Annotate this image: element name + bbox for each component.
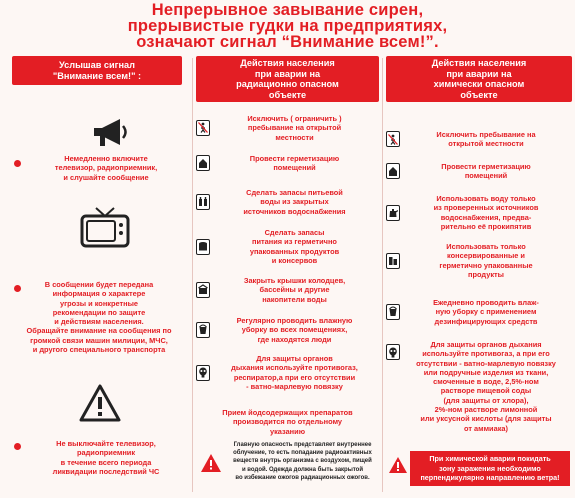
house-icon bbox=[386, 163, 400, 179]
title-line-1: Непрерывное завывание сирен, bbox=[151, 1, 424, 19]
instruction-turn-on-tv: Немедленно включите телевизор, радиоприемник, и слушайте сообщение bbox=[54, 154, 158, 182]
well-cover-icon bbox=[196, 282, 210, 298]
list-item bbox=[196, 154, 379, 173]
list-item bbox=[196, 228, 379, 265]
column-divider bbox=[192, 58, 193, 492]
item-text: Исключить ( ограничить ) пребывание на открытой местности bbox=[247, 114, 342, 142]
bullet-dot bbox=[14, 160, 21, 167]
canned-food-icon bbox=[386, 253, 400, 269]
no-outdoors-icon bbox=[196, 120, 210, 136]
warning-icon bbox=[78, 383, 122, 428]
item-text: Закрыть крышки колодцев, бассейны и другие накопители воды bbox=[243, 276, 346, 304]
item-text: Использовать только консервированные и герметично упакованные продукты bbox=[439, 242, 533, 279]
radiation-danger-note: Главную опасность представляет внутреннее облучение, то есть попадание радиоактивных веществ внутрь организма с воздухом, пищей и водой. Одежда должна быть закрытой во избежание ожогов радиационных ожогов. bbox=[233, 442, 372, 481]
list-item bbox=[196, 276, 379, 304]
list-item bbox=[386, 194, 572, 231]
bullet-dot bbox=[14, 443, 21, 450]
column-header: Действия населения при аварии на химически опасном объекте bbox=[386, 56, 572, 102]
item-text: Исключить пребывание на открытой местности bbox=[436, 130, 536, 149]
list-item bbox=[386, 242, 572, 279]
water-bottles-icon bbox=[196, 194, 210, 210]
item-text: Использовать воду только из проверенных источников водоснабжения, предва- рительно её прокипятив bbox=[433, 194, 539, 231]
list-item bbox=[196, 114, 379, 142]
item-text: Сделать запасы питьевой воды из закрытых источников водоснабжения bbox=[243, 188, 346, 216]
item-text: Ежедневно проводить влаж- ную уборку с применением дезинфицирующих средств bbox=[433, 298, 539, 326]
evacuation-warning: При химической аварии покидать зону заражения необходимо перпендикулярно направлению ветра! bbox=[410, 451, 570, 486]
list-item bbox=[386, 130, 572, 149]
item-text: Для защиты органов дыхания используйте противогаз, респиратор,а при его отсутствии - ватно-марлевую повязку bbox=[231, 354, 358, 391]
no-outdoors-icon bbox=[386, 131, 400, 147]
list-item bbox=[196, 188, 379, 216]
house-icon bbox=[196, 155, 210, 171]
list-item bbox=[196, 316, 379, 344]
iodine-note: Прием йодсодержащих препаратов производится по отдельному указанию bbox=[222, 408, 353, 436]
item-text: Провести герметизацию помещений bbox=[441, 162, 531, 181]
instruction-keep-tv-on: Не выключайте телевизор, радиоприемник в течение всего периода ликвидации последствий ЧС bbox=[52, 439, 160, 476]
column-signal-actions bbox=[4, 56, 190, 496]
gas-mask-icon bbox=[196, 365, 210, 381]
kettle-icon bbox=[386, 205, 400, 221]
column-header: Действия населения при аварии на радиационно опасном объекте bbox=[196, 56, 379, 102]
canned-food-icon bbox=[196, 239, 210, 255]
column-divider bbox=[382, 58, 383, 492]
bucket-icon bbox=[196, 322, 210, 338]
poster-title bbox=[0, 2, 575, 50]
title-line-2: прерывистые гудки на предприятиях, bbox=[127, 17, 448, 35]
instruction-message-info: В сообщении будет передана информация о характере угрозы и конкретные рекомендации по защите и действиям населения. Обращайте внимание на сообщения по громкой связи машин милиции, МЧС, и другого специального транспорта bbox=[26, 280, 172, 355]
list-item bbox=[386, 162, 572, 181]
column-chemical-accident bbox=[386, 56, 572, 496]
item-text: Для защиты органов дыхания используйте противогаз, а при его отсутствии - ватно-марлевую повязку или подручные изделия из ткани, смоченные в воде, 2,5%-ном растворе пищевой соды (для защиты от хлора), 2%-ном растворе лимонной или уксусной кислоты (для защиты от аммиака) bbox=[416, 340, 556, 433]
warning-icon bbox=[200, 453, 222, 478]
item-text: Провести герметизацию помещений bbox=[249, 154, 340, 173]
item-text: Сделать запасы питания из герметично упакованных продуктов и консервов bbox=[249, 228, 340, 265]
column-radiation-accident bbox=[196, 56, 379, 496]
list-item bbox=[386, 340, 572, 433]
list-item bbox=[196, 354, 379, 391]
warning-icon bbox=[388, 456, 408, 479]
list-item bbox=[386, 298, 572, 326]
item-text: Регулярно проводить влажную уборку во всех помещениях, где находятся люди bbox=[236, 316, 353, 344]
bucket-icon bbox=[386, 304, 400, 320]
tv-icon bbox=[78, 206, 132, 255]
title-line-3: означают сигнал “Внимание всем!”. bbox=[136, 33, 439, 51]
column-header: Услышав сигнал "Внимание всем!" : bbox=[12, 56, 182, 85]
gas-mask-icon bbox=[386, 344, 400, 360]
megaphone-icon bbox=[90, 116, 130, 155]
